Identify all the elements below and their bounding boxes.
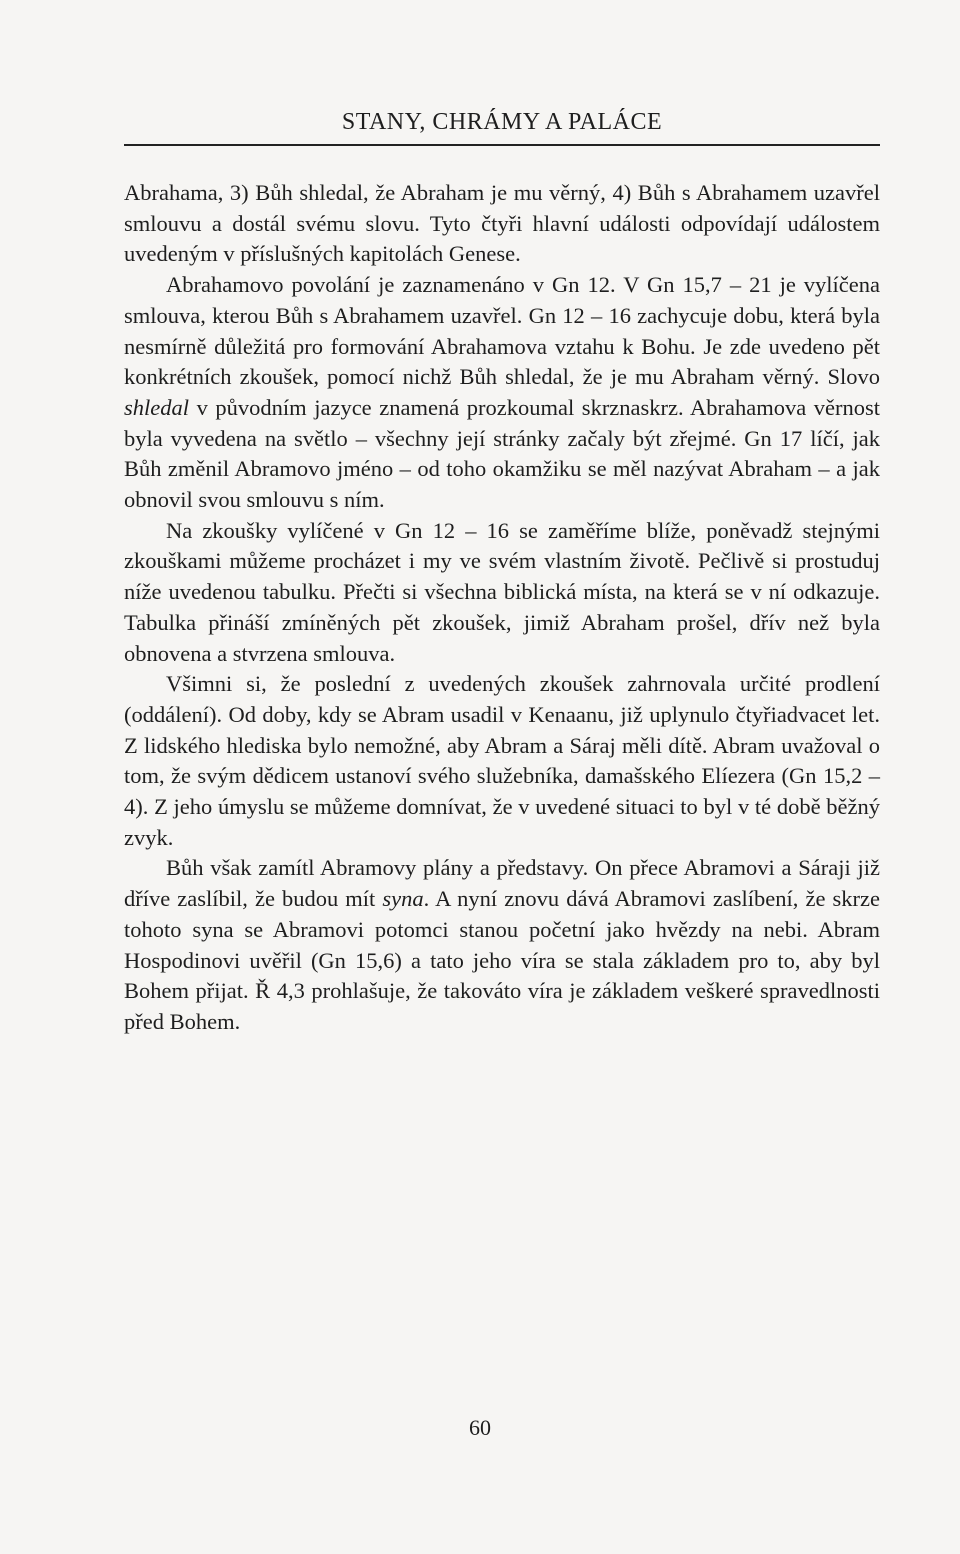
paragraph [124,669,880,853]
paragraph [124,516,880,670]
page-number: 60 [469,1415,491,1440]
text-run: Bůh však zamítl Abramovy plány a představy. On přece Abramovi a Sáraji již dříve zaslíbil, že budou mít [124,855,880,912]
text-run: . A nyní znovu dává Abramovi zaslíbení, že skrze tohoto syna se Abramovi potomci stanou početní jako hvězdy na nebi. Abram Hospodinovi uvěřil (Gn 15,6) a tato jeho víra se stala základem pro to, aby byl Bohem přijat. Ř 4,3 prohlašuje, že takováto víra je základem veškeré spravedlnosti před Bohem. [124,886,880,1034]
header-rule [124,144,880,146]
text-run: v původním jazyce znamená prozkoumal skrznaskrz. Abrahamova věrnost byla vyvedena na světlo – všechny její stránky začaly být zřejmé. Gn 17 líčí, jak Bůh změnil Abramovo jméno – od toho okamžiku se měl nazývat Abraham – a jak obnovil svou smlouvu s ním. [124,394,880,513]
text-run: Abrahama, 3) Bůh shledal, že Abraham je mu věrný, 4) Bůh s Abrahamem uzavřel smlouvu a dostál svému slovu. Tyto čtyři hlavní události odpovídají událostem uvedeným v příslušných kapitolách Genese. [124,180,880,267]
paragraph [124,853,880,1037]
italic-term: shledal [124,394,189,420]
italic-term: syna [382,886,424,912]
body-text [124,178,880,1038]
text-run: Na zkoušky vylíčené v Gn 12 – 16 se zaměříme blíže, poněvadž stejnými zkouškami můžeme procházet i my ve svém vlastním životě. Pečlivě si prostuduj níže uvedenou tabulku. Přečti si všechna biblická místa, na která se v ní odkazuje. Tabulka přináší zmíněných pět zkoušek, jimiž Abraham prošel, dřív než byla obnovena a stvrzena smlouva. [124,517,880,666]
paragraph [124,270,880,516]
text-run: Všimni si, že poslední z uvedených zkoušek zahrnovala určité prodlení (oddálení). Od doby, kdy se Abram usadil v Kenaanu, již uplynulo čtyřiadvacet let. Z lidského hlediska bylo nemožné, aby Abram a Sáraj měli dítě. Abram uvažoval o tom, že svým dědicem ustanoví svého služebníka, damašského Elíezera (Gn 15,2 – 4). Z jeho úmyslu se můžeme domnívat, že v uvedené situaci to byl v té době běžný zvyk. [124,671,880,850]
running-title: STANY, CHRÁMY A PALÁCE [341,109,663,135]
paragraph [124,178,880,270]
text-run: Abrahamovo povolání je zaznamenáno v Gn 12. V Gn 15,7 – 21 je vylíčena smlouva, kterou Bůh s Abrahamem uzavřel. Gn 12 – 16 zachycuje dobu, která byla nesmírně důležitá pro formování Abrahamova vztahu k Bohu. Je zde uvedeno pět konkrétních zkoušek, pomocí nichž Bůh shledal, že je mu Abraham věrný. Slovo [124,272,880,390]
